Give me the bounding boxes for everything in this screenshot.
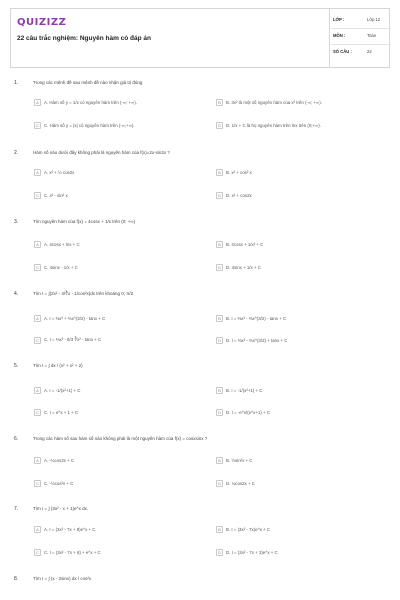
question-text: Hàm số nào dưới đây không phải là nguyên hàm của f(x)=2x-sin2x ? <box>33 150 170 155</box>
option-letter: B <box>216 315 223 322</box>
option-letter: A <box>34 99 41 106</box>
option-letter: D <box>216 122 223 129</box>
option-text: B. x² + cos² x <box>226 169 252 175</box>
question-number: 2. <box>14 150 19 156</box>
option-b[interactable] <box>216 98 322 106</box>
option-letter: D <box>216 549 223 556</box>
option-a[interactable] <box>34 386 80 394</box>
option-letter: B <box>216 241 223 248</box>
option-letter: A <box>34 387 41 394</box>
option-d[interactable] <box>216 121 321 129</box>
option-letter: C <box>34 122 41 129</box>
option-text: C. Hàm số y = |x| có nguyên hàm trên (-∞;+∞). <box>44 122 135 128</box>
option-d[interactable] <box>216 336 287 344</box>
option-a[interactable] <box>34 525 95 533</box>
option-text: B. ½sin²x + C <box>226 457 253 463</box>
option-d[interactable] <box>216 479 255 487</box>
question-number: 7. <box>14 506 19 512</box>
option-text: B. 4cosx + 1/x² + C <box>226 241 264 247</box>
option-text: D. I = ⅔x³ - ⅔x^(3/2) + tanx + C <box>226 337 288 343</box>
option-text: B. I = -1/(x²+1) + C <box>226 387 263 393</box>
option-a[interactable] <box>34 168 74 176</box>
option-b[interactable] <box>216 314 286 322</box>
option-d[interactable] <box>216 263 261 271</box>
meta-question-count-value: 22 <box>367 49 372 54</box>
question-number: 1. <box>14 80 19 86</box>
option-text: A. I = (3x² - 7x + 8)e^x + C <box>44 526 96 532</box>
meta-divider <box>329 9 330 67</box>
option-b[interactable] <box>216 386 262 394</box>
option-b[interactable] <box>216 525 270 533</box>
option-letter: A <box>34 169 41 176</box>
meta-question-count-label: SỐ CÂU : <box>333 49 352 54</box>
option-letter: C <box>34 409 41 416</box>
question-text: Tìm I = ∫ (3x² - x + 1)e^x dx. <box>33 506 89 511</box>
option-text: D. x² + cos2x <box>226 192 252 198</box>
option-text: A. x² + ½ cos2x <box>44 169 75 175</box>
option-letter: D <box>216 264 223 271</box>
option-a[interactable] <box>34 314 105 322</box>
option-c[interactable] <box>34 479 73 487</box>
option-text: B. 3x² là một số nguyên hàm của x³ trên (-∞; +∞). <box>226 99 322 105</box>
option-a[interactable] <box>34 456 74 464</box>
option-text: C. x² - sin² x <box>44 192 68 198</box>
option-letter: C <box>34 337 41 344</box>
meta-subject-value: Toán <box>367 33 377 38</box>
option-text: D. I = (3x² - 7x + 3)e^x + C <box>226 549 278 555</box>
option-text: C. -½cos²x + C <box>44 480 74 486</box>
option-letter: B <box>216 526 223 533</box>
option-text: A. 4cosx + lnx + C <box>44 241 80 247</box>
option-b[interactable] <box>216 240 263 248</box>
option-text: C. I = e^x + 1 + C <box>44 409 79 415</box>
option-letter: D <box>216 192 223 199</box>
page-title: 22 câu trắc nghiệm: Nguyên hàm có đáp án <box>17 35 152 42</box>
option-letter: A <box>34 315 41 322</box>
question-text: Tìm nguyên hàm của f(x) = 4cosx + 1/x trên (0; +∞) <box>33 219 136 224</box>
option-text: B. I = (3x² - 7x)e^x + C <box>226 526 271 532</box>
option-c[interactable] <box>34 121 135 129</box>
question-number: 3. <box>14 219 19 225</box>
option-letter: C <box>34 192 41 199</box>
option-text: B. I = ⅔x³ - ⅔x^(3/2) - tanx + C <box>226 315 287 321</box>
question-text: Tìm I = ∫ dx / (x² + x² + 2) <box>33 363 83 368</box>
option-letter: B <box>216 169 223 176</box>
option-text: D. I = -e^x/(e^x+1) + C <box>226 409 271 415</box>
option-d[interactable] <box>216 408 270 416</box>
question-text: Tìm I = ∫ (x - 2sinx) dx / cos²x <box>33 576 92 581</box>
option-a[interactable] <box>34 98 137 106</box>
option-text: A. Hàm số y = 1/x có nguyên hàm trên (-∞; +∞). <box>44 99 137 105</box>
meta-grade-label: LỚP : <box>333 17 345 22</box>
option-d[interactable] <box>216 548 278 556</box>
option-letter: C <box>34 264 41 271</box>
option-text: A. I = -1/(x²+1) + C <box>44 387 81 393</box>
option-b[interactable] <box>216 456 252 464</box>
option-letter: A <box>34 457 41 464</box>
question-number: 8. <box>14 576 19 582</box>
option-letter: C <box>34 549 41 556</box>
option-text: C. I = ⅔x³ - 8/3 ∛x² - tanx + C <box>44 337 102 342</box>
option-text: C. 4sinx - 1/x + C <box>44 264 78 270</box>
option-a[interactable] <box>34 240 80 248</box>
option-b[interactable] <box>216 168 252 176</box>
option-text: C. I = (3x² - 7x + 8) + e^x + C <box>44 549 101 555</box>
option-letter: C <box>34 480 41 487</box>
option-c[interactable] <box>34 191 68 199</box>
option-letter: B <box>216 99 223 106</box>
option-text: D. 4sinx + 1/x + C <box>226 264 261 270</box>
option-letter: A <box>34 526 41 533</box>
option-letter: D <box>216 409 223 416</box>
option-c[interactable] <box>34 548 101 556</box>
option-c[interactable] <box>34 263 78 271</box>
option-letter: A <box>34 241 41 248</box>
option-text: A. -¼cos2x + C <box>44 457 75 463</box>
option-letter: D <box>216 337 223 344</box>
option-text: A. I = ⅔x³ + ⅔x^(3/2) - tanx + C <box>44 315 106 321</box>
question-text: Trong các hàm số sau hàm số nào không phải là một nguyên hàm của f(x) = cosxsinx ? <box>33 436 208 441</box>
option-letter: B <box>216 457 223 464</box>
option-c[interactable] <box>34 408 78 416</box>
question-number: 6. <box>14 436 19 442</box>
option-letter: B <box>216 387 223 394</box>
question-number: 5. <box>14 363 19 369</box>
option-text: D. 1/x + C là họ nguyên hàm trên lnx trên (0;+∞). <box>226 122 321 128</box>
option-c[interactable] <box>34 336 101 344</box>
meta-question-count <box>333 49 389 61</box>
option-text: D. ¼cos2x + C <box>226 480 255 486</box>
question-text: Trong các mệnh đề sau mệnh đề nào nhận giá trị đúng <box>33 80 143 85</box>
option-letter: D <box>216 480 223 487</box>
brand-logo: QUIZIZZ <box>17 17 67 28</box>
worksheet-header <box>10 8 390 68</box>
meta-separator <box>331 44 391 45</box>
meta-subject-label: MÔN : <box>333 33 346 38</box>
meta-grade-value: Lớp 12 <box>367 17 381 22</box>
question-number: 4. <box>14 291 19 297</box>
option-d[interactable] <box>216 191 252 199</box>
question-text: Tìm I = ∫(2x² - 4/∛x - 1/cos²x)dx trên khoảng 0; π/2 <box>33 291 134 296</box>
meta-separator <box>331 28 391 29</box>
